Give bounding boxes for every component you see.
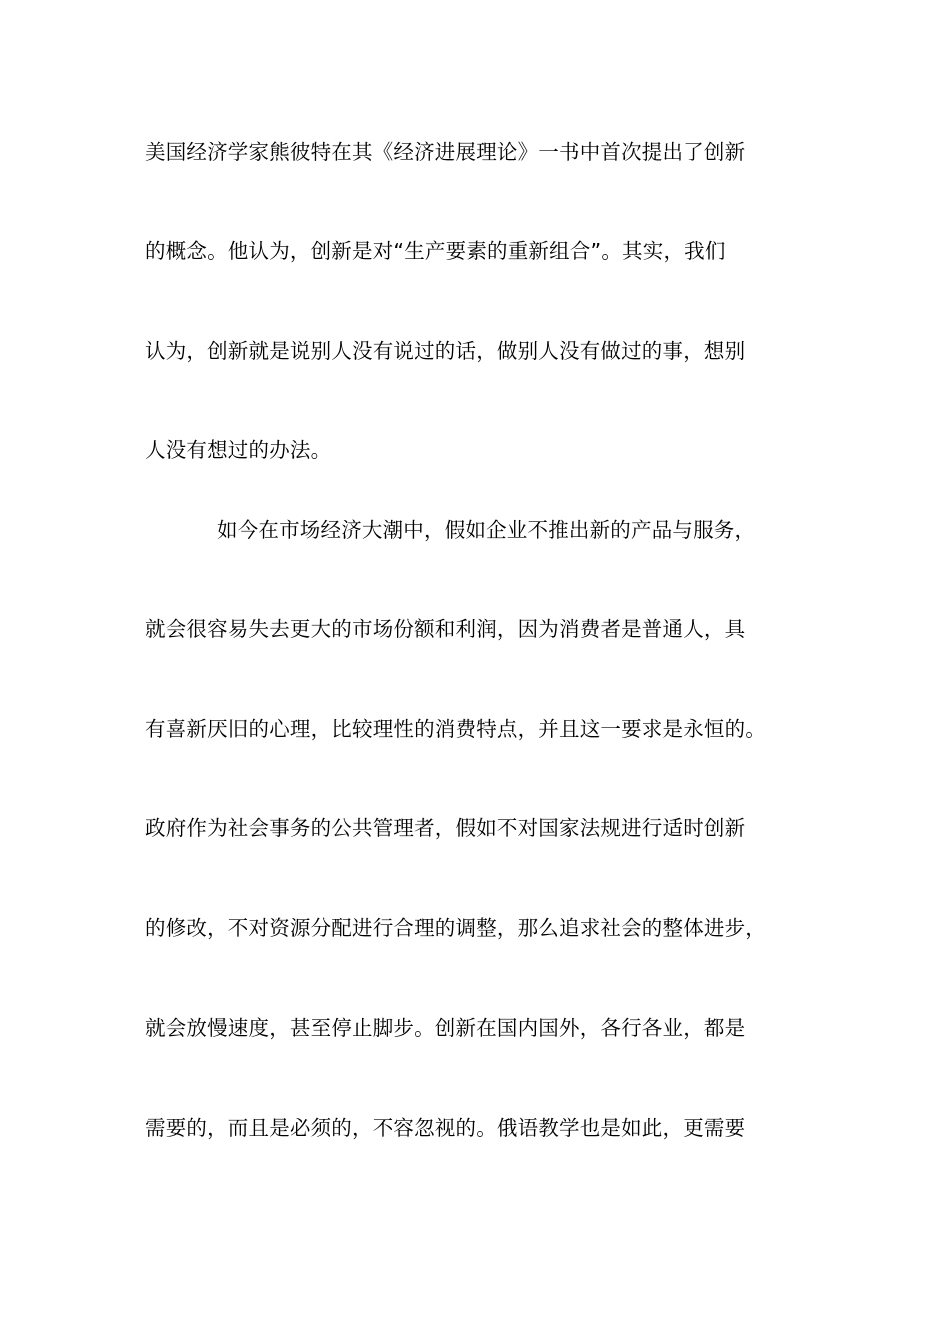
text-line-11: 需要的，而且是必须的，不容忽视的。俄语教学也是如此，更需要: [145, 1116, 746, 1140]
text-line-1: 美国经济学家熊彼特在其《经济进展理论》一书中首次提出了创新: [145, 140, 746, 164]
text-line-9: 的修改，不对资源分配进行合理的调整，那么追求社会的整体进步，: [145, 916, 766, 940]
text-line-6: 就会很容易失去更大的市场份额和利润，因为消费者是普通人，具: [145, 617, 746, 641]
text-line-7: 有喜新厌旧的心理，比较理性的消费特点，并且这一要求是永恒的。: [145, 717, 766, 741]
text-line-3: 认为，创新就是说别人没有说过的话，做别人没有做过的事，想别: [145, 339, 746, 363]
paragraph-2-first-line: 如今在市场经济大潮中，假如企业不推出新的产品与服务，: [217, 518, 756, 542]
text-line-4: 人没有想过的办法。: [145, 438, 332, 462]
text-line-2: 的概念。他认为，创新是对“生产要素的重新组合”。其实，我们: [145, 239, 726, 263]
text-line-10: 就会放慢速度，甚至停止脚步。创新在国内国外，各行各业，都是: [145, 1016, 746, 1040]
text-line-8: 政府作为社会事务的公共管理者，假如不对国家法规进行适时创新: [145, 816, 746, 840]
